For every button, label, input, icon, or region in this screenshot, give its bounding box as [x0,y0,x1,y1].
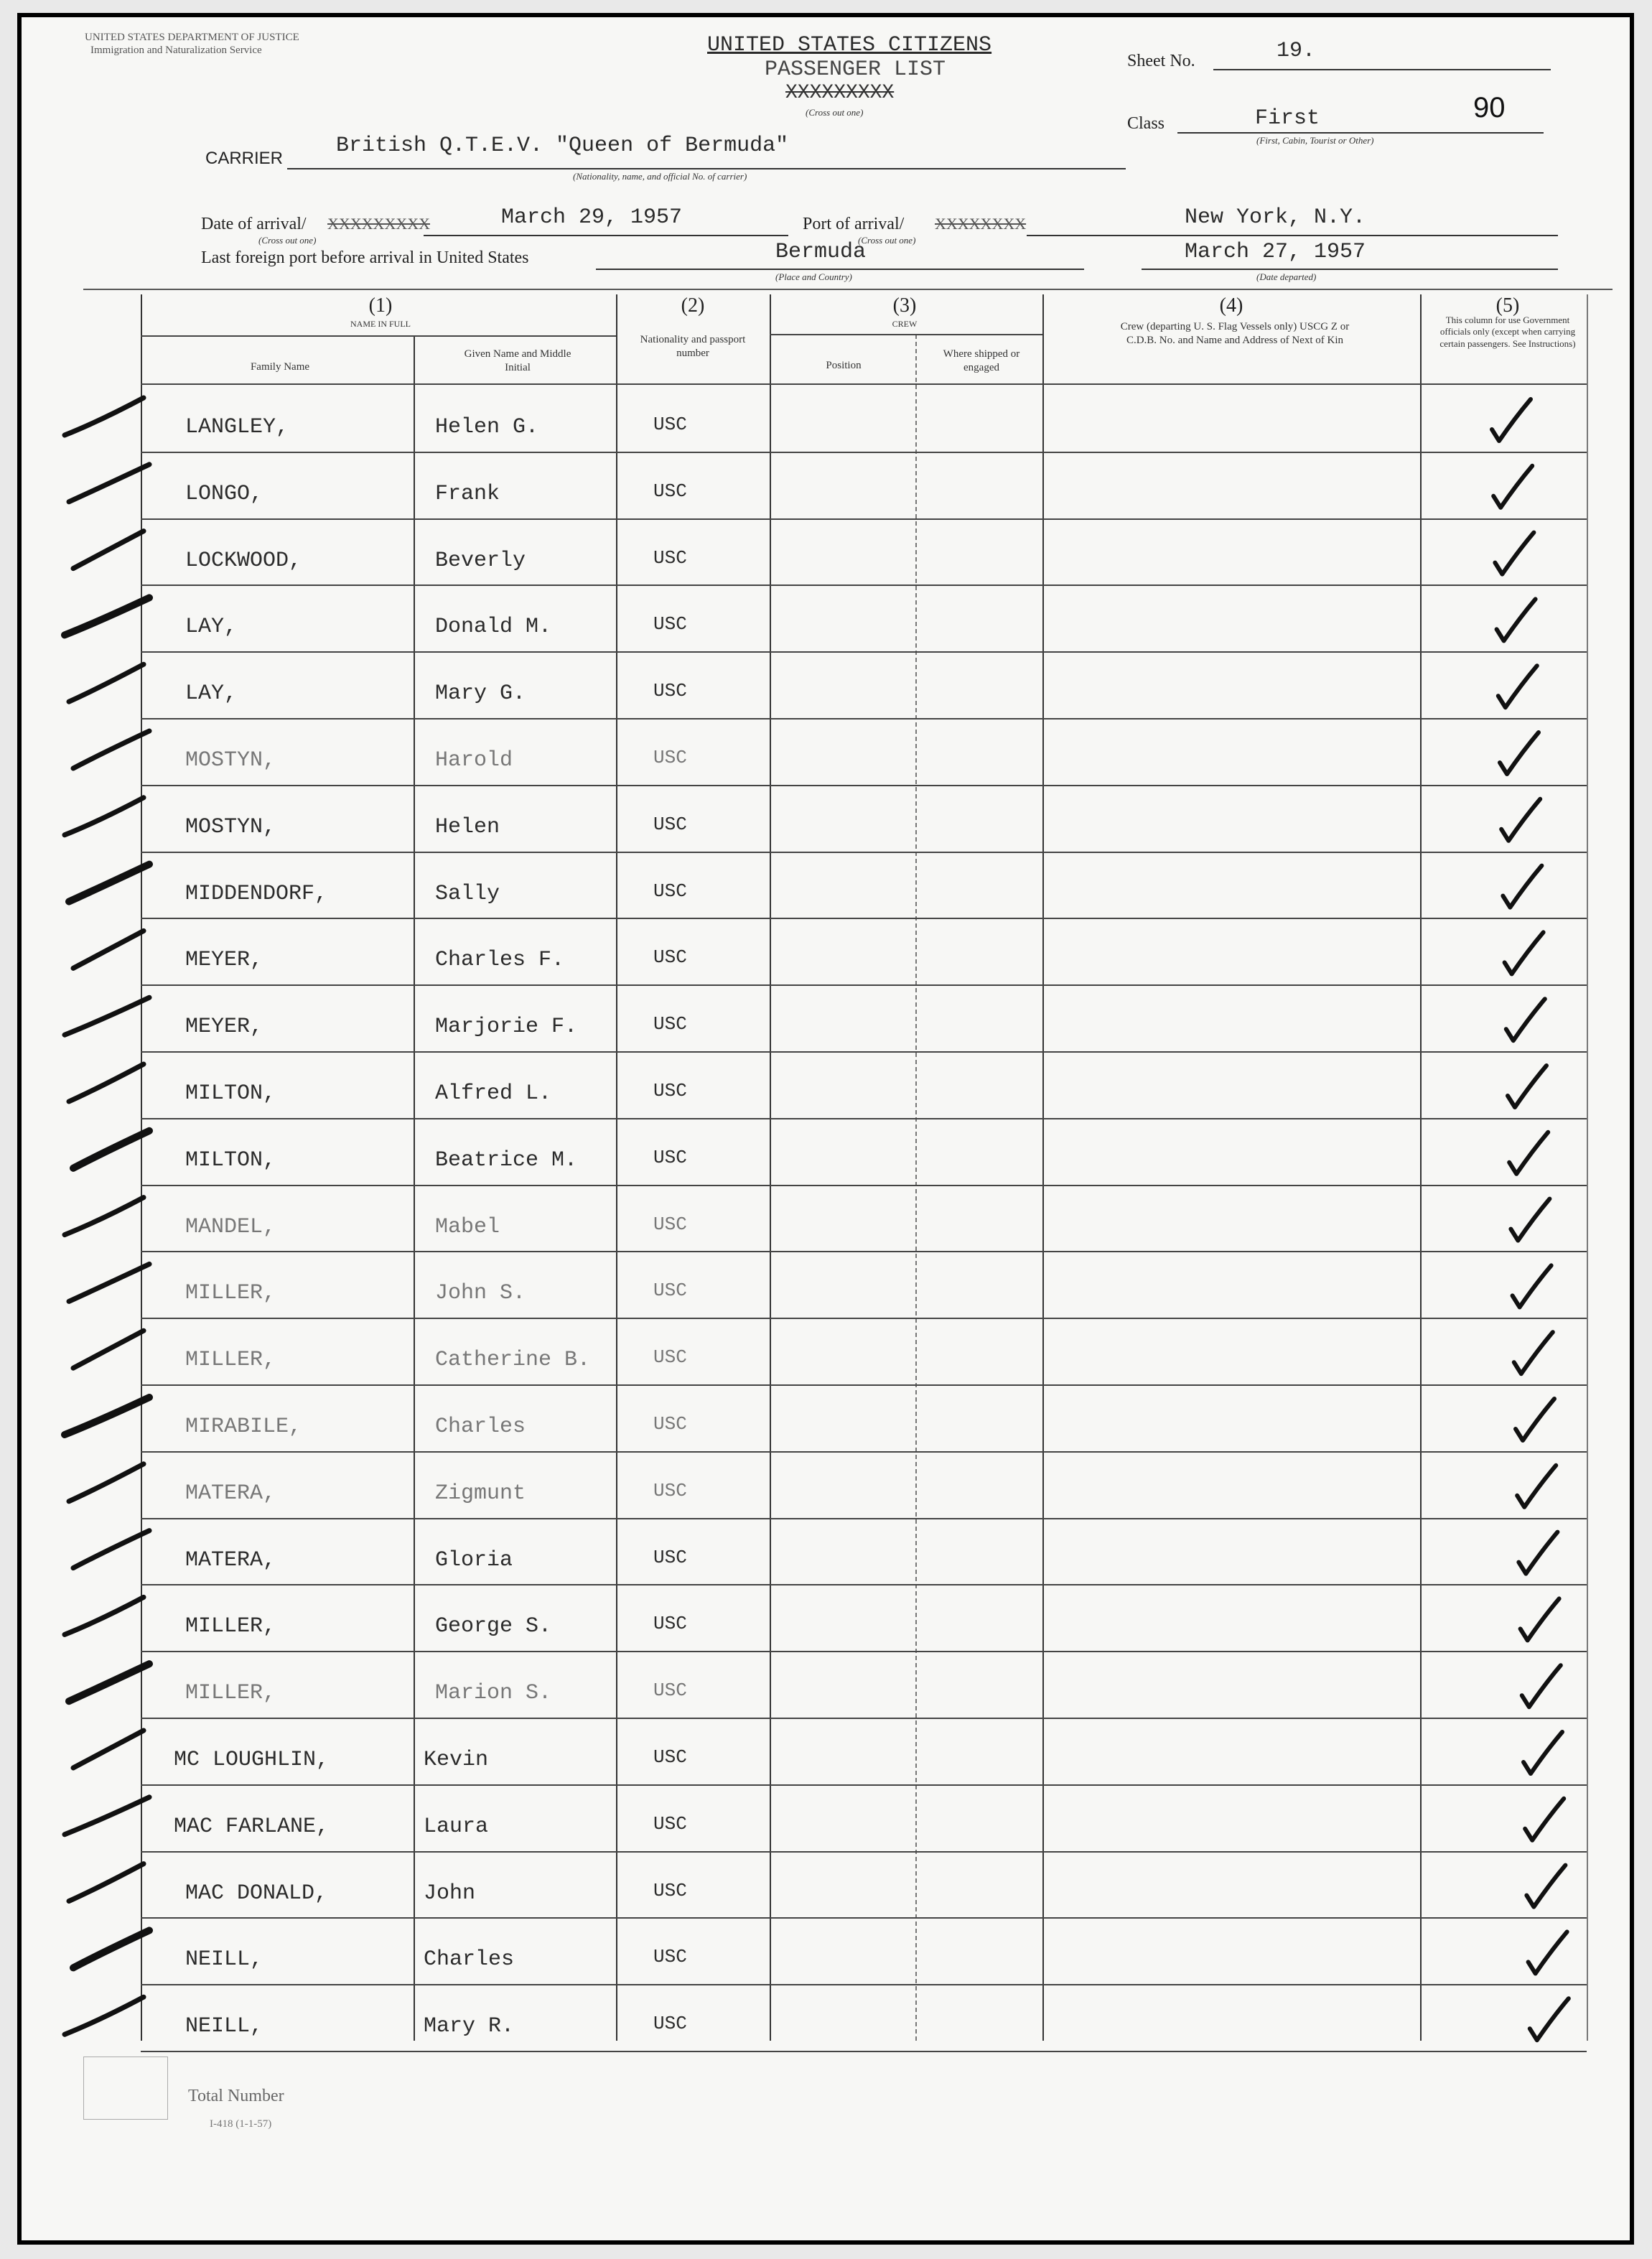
title-line-1: UNITED STATES CITIZENS [707,33,992,57]
official-slash-mark [65,1397,149,1435]
family-name-cell: MOSTYN, [185,748,276,773]
given-name-cell: Frank [435,482,500,506]
check-mark-icon [1508,1066,1546,1107]
nationality-cell: USC [653,1680,687,1701]
official-slash-mark [65,1198,144,1235]
family-name-cell: MILLER, [185,1614,276,1639]
given-name-cell: Sally [435,882,500,906]
class-value: First [1255,106,1320,131]
given-name-cell: George S. [435,1614,552,1639]
official-slash-mark [73,931,144,968]
official-slash-mark [65,597,149,635]
total-number-label: Total Number [188,2087,284,2105]
check-mark-icon [1497,599,1536,641]
nationality-cell: USC [653,1280,687,1301]
official-slash-mark [73,731,149,768]
check-mark-icon [1529,1932,1567,1973]
check-mark-icon [1516,1399,1554,1440]
col3-number: (3) [892,294,917,317]
date-arrival-struck: XXXXXXXXX [327,215,430,233]
check-mark-icon [1525,1799,1564,1840]
official-slash-mark [69,1664,149,1701]
official-slash-mark [65,997,149,1035]
official-slash-mark [73,1531,149,1568]
given-name-cell: Beatrice M. [435,1148,578,1173]
family-name-cell: MAC DONALD, [185,1881,328,1906]
family-name-cell: MEYER, [185,948,263,972]
nationality-cell: USC [653,1013,687,1035]
carrier-note: (Nationality, name, and official No. of carrier) [573,171,747,182]
nationality-cell: USC [653,414,687,435]
official-slash-mark [69,1264,149,1301]
family-name-header: Family Name [250,361,310,373]
check-mark-icon [1509,1132,1548,1174]
official-slash-mark [65,798,144,835]
family-name-cell: LANGLEY, [185,415,289,439]
form-number: I-418 (1-1-57) [210,2118,272,2130]
nationality-cell: USC [653,1413,687,1435]
official-slash-mark [69,1464,144,1501]
check-mark-icon [1501,799,1540,841]
official-slash-mark [69,664,144,702]
col3-title: CREW [892,319,918,329]
given-name-cell: Helen G. [435,415,539,439]
col4-title: Crew (departing U. S. Flag Vessels only) USCG Z or C.D.B. No. and Name and Address of Next of Kin [1120,321,1350,346]
nationality-cell: USC [653,1746,687,1768]
family-name-cell: NEILL, [185,1947,263,1972]
given-name-cell: Zigmunt [435,1481,526,1506]
family-name-cell: MOSTYN, [185,815,276,839]
official-slash-mark [73,1131,149,1168]
nationality-cell: USC [653,1214,687,1235]
date-arrival-note: (Cross out one) [258,235,317,246]
check-marks-layer [22,17,1630,2236]
port-arrival-label: Port of arrival/ [803,215,905,233]
nationality-cell: USC [653,2013,687,2034]
given-name-cell: Alfred L. [435,1081,552,1106]
given-name-cell: Laura [424,1815,489,1839]
family-name-cell: MILTON, [185,1081,276,1106]
col4-number: (4) [1219,294,1243,317]
date-departed-note: (Date departed) [1256,271,1317,282]
family-name-cell: MATERA, [185,1548,276,1573]
col2-number: (2) [681,294,705,317]
official-slash-mark [69,465,149,502]
given-name-cell: Beverly [435,549,526,573]
nationality-cell: USC [653,1613,687,1634]
class-note: (First, Cabin, Tourist or Other) [1256,135,1374,146]
manifest-page [17,13,1634,2245]
col2-title: Nationality and passport number [640,334,746,359]
nationality-cell: USC [653,1147,687,1168]
family-name-cell: MEYER, [185,1015,263,1039]
family-name-cell: MC LOUGHLIN, [174,1748,330,1772]
family-name-cell: MATERA, [185,1481,276,1506]
check-mark-icon [1505,932,1544,974]
last-port-label: Last foreign port before arrival in United States [201,248,529,267]
official-slash-mark [65,1797,149,1835]
title-line-3-struck: XXXXXXXXX [785,82,895,104]
port-arrival-note: (Cross out one) [858,235,916,246]
given-name-cell: Charles F. [435,948,565,972]
agency-line-2: Immigration and Naturalization Service [90,45,262,56]
position-header: Position [826,360,862,371]
col5-number: (5) [1495,294,1520,317]
family-name-cell: LOCKWOOD, [185,549,302,573]
given-name-cell: Gloria [435,1548,513,1573]
given-name-cell: John [424,1881,476,1906]
given-name-cell: Kevin [424,1748,489,1772]
nationality-cell: USC [653,480,687,502]
official-slash-mark [73,1731,144,1768]
family-name-cell: MAC FARLANE, [174,1815,330,1839]
official-slash-mark [69,1064,144,1101]
family-name-cell: LONGO, [185,482,263,506]
nationality-cell: USC [653,747,687,768]
official-slash-mark [73,1930,149,1967]
official-slash-mark [69,865,149,902]
official-slash-mark [65,1997,144,2034]
family-name-cell: LAY, [185,681,238,706]
official-slash-mark [65,1597,144,1634]
nationality-cell: USC [653,946,687,968]
check-mark-icon [1503,866,1541,908]
check-mark-icon [1493,466,1532,508]
col1-number: (1) [368,294,393,317]
title-note: (Cross out one) [806,107,864,118]
check-mark-icon [1513,1265,1551,1307]
family-name-cell: MILLER, [185,1281,276,1305]
col5-title: This column for use Government officials only (except when carrying certain passengers. See Instructions) [1439,315,1576,349]
family-name-cell: MILLER, [185,1681,276,1705]
col1-title: NAME IN FULL [350,319,411,329]
official-slash-mark [65,398,144,435]
nationality-cell: USC [653,1480,687,1501]
given-name-header: Given Name and Middle Initial [464,348,571,373]
date-arrival-value: March 29, 1957 [501,205,683,230]
page-number: 90 [1473,92,1506,124]
family-name-cell: MANDEL, [185,1215,276,1239]
check-mark-icon [1506,999,1545,1040]
nationality-cell: USC [653,1080,687,1101]
family-name-cell: MILLER, [185,1348,276,1372]
check-mark-icon [1522,1665,1561,1707]
family-name-cell: NEILL, [185,2014,263,2039]
sheet-number: 19. [1277,39,1316,63]
official-slash-mark [73,531,144,569]
check-mark-icon [1530,1998,1569,2040]
nationality-cell: USC [653,1813,687,1835]
carrier-label: CARRIER [205,149,284,168]
check-mark-icon [1500,732,1539,774]
official-slash-mark [69,1864,144,1901]
given-name-cell: Charles [435,1415,526,1439]
agency-line-1: UNITED STATES DEPARTMENT OF JUSTICE [85,32,299,43]
given-name-cell: Mary G. [435,681,526,706]
check-mark-icon [1514,1332,1553,1374]
given-name-cell: Mary R. [424,2014,515,2039]
family-name-cell: MIRABILE, [185,1415,302,1439]
given-name-cell: Catherine B. [435,1348,591,1372]
nationality-cell: USC [653,814,687,835]
where-shipped-header: Where shipped or engaged [943,348,1020,373]
family-name-cell: MIDDENDORF, [185,882,328,906]
port-arrival-struck: XXXXXXXX [935,215,1027,233]
nationality-cell: USC [653,680,687,702]
given-name-cell: Mabel [435,1215,500,1239]
check-mark-icon [1518,1532,1557,1574]
check-mark-icon [1511,1199,1549,1241]
date-arrival-label: Date of arrival/ [201,215,307,233]
nationality-cell: USC [653,1946,687,1967]
check-mark-icon [1526,1866,1565,1907]
check-mark-icon [1517,1466,1556,1507]
nationality-cell: USC [653,547,687,569]
carrier-value: British Q.T.E.V. "Queen of Bermuda" [336,134,789,158]
given-name-cell: John S. [435,1281,526,1305]
given-name-cell: Marjorie F. [435,1015,578,1039]
port-arrival-value: New York, N.Y. [1185,205,1366,230]
given-name-cell: Charles [424,1947,515,1972]
given-name-cell: Marion S. [435,1681,552,1705]
given-name-cell: Harold [435,748,513,773]
nationality-cell: USC [653,1346,687,1368]
check-mark-icon [1495,533,1534,574]
family-name-cell: LAY, [185,615,238,639]
check-mark-icon [1498,666,1537,707]
check-mark-icon [1523,1732,1562,1774]
given-name-cell: Donald M. [435,615,552,639]
last-port-note: (Place and Country) [775,271,852,282]
check-mark-icon [1521,1598,1559,1640]
sheet-label: Sheet No. [1127,52,1195,70]
nationality-cell: USC [653,880,687,902]
nationality-cell: USC [653,613,687,635]
given-name-cell: Helen [435,815,500,839]
nationality-cell: USC [653,1547,687,1568]
nationality-cell: USC [653,1880,687,1901]
class-label: Class [1127,114,1165,133]
last-port-value: Bermuda [775,240,867,264]
total-number-box [83,2057,168,2120]
check-mark-icon [1492,399,1531,441]
family-name-cell: MILTON, [185,1148,276,1173]
date-departed-value: March 27, 1957 [1185,240,1366,264]
title-line-2: PASSENGER LIST [765,57,946,82]
official-slash-mark [73,1331,144,1368]
